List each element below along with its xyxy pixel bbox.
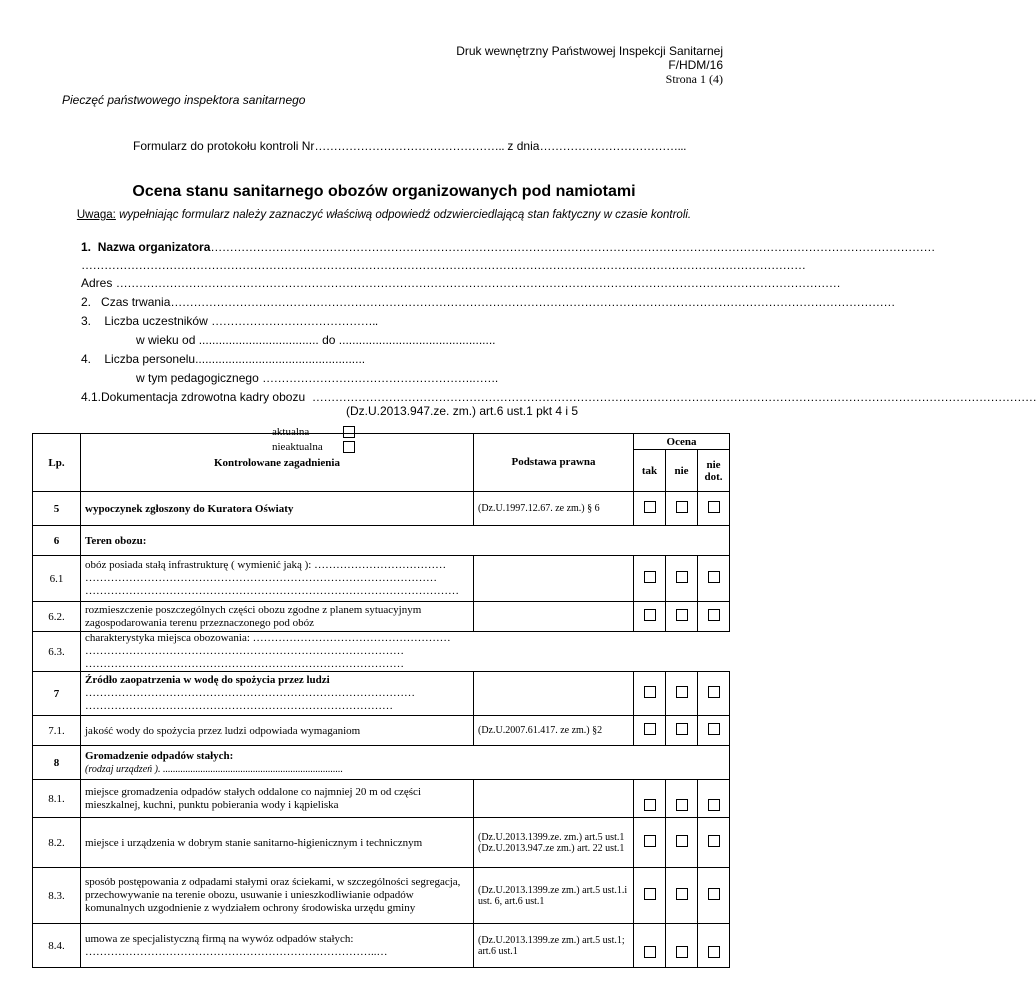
age-from-field[interactable]: ....................................: [198, 333, 319, 347]
nie-checkbox[interactable]: [676, 835, 688, 847]
nie-dot-checkbox[interactable]: [708, 609, 720, 621]
address-line: [81, 276, 841, 291]
table-row: [33, 602, 730, 632]
duration-line: [81, 295, 895, 310]
nie-dot-checkbox[interactable]: [708, 686, 720, 698]
note-text: wypełniając formularz należy zaznaczyć właściwą odpowiedź odzwierciedlającą stan faktyczny w czasie kontroli.: [115, 209, 692, 221]
row-title: Gromadzenie odpadów stałych:: [85, 749, 234, 762]
section-title: Teren obozu:: [81, 526, 730, 556]
row-law: (Dz.U.2013.1399.ze. zm.) art.5 ust.1 (Dz.U.2013.947.ze zm.) art. 22 ust.1: [474, 818, 634, 868]
row-topic: wypoczynek zgłoszony do Kuratora Oświaty: [81, 492, 474, 526]
row-topic: [81, 672, 474, 716]
address-label: Adres: [81, 276, 113, 290]
health-docs-law: (Dz.U.2013.947.ze. zm.) art.6 ust.1 pkt 4 i 5: [346, 404, 579, 418]
organizer-line: [81, 240, 935, 255]
row-law: (Dz.U.1997.12.67. ze zm.) § 6: [474, 492, 634, 526]
table-row: [33, 868, 730, 924]
nie-dot-checkbox[interactable]: [708, 888, 720, 900]
nie-checkbox[interactable]: [676, 946, 688, 958]
nie-dot-checkbox[interactable]: [708, 501, 720, 513]
table-row: [33, 716, 730, 746]
row-lp: 6.1: [33, 556, 81, 602]
row-fill: ……………………………………………………………………………… …………………………………………………………………………: [85, 687, 415, 712]
health-docs-field[interactable]: ………………………………………………………………………………………………………………………………………………………………………: [311, 390, 1036, 404]
duration-field[interactable]: ………………………………………………………………………………………………………………………………………………………………………: [170, 295, 895, 309]
row-topic: rozmieszczenie poszczególnych części obozu zgodne z planem sytuacyjnym zagospodarowania terenu przeznaczonego pod obóz: [81, 602, 474, 632]
table-row: [33, 556, 730, 602]
organizer-number: 1.: [81, 240, 92, 254]
health-docs-line: [81, 390, 1036, 405]
header-nie-dot: nie dot.: [698, 450, 730, 492]
table-row: [33, 818, 730, 868]
table-row: [33, 746, 730, 780]
table-row: [33, 632, 730, 672]
row-title: Źródło zaopatrzenia w wodę do spożycia przez ludzi: [85, 674, 330, 686]
row-law: (Dz.U.2013.1399.ze zm.) art.5 ust.1.i ust. 6, art.6 ust.1: [474, 868, 634, 924]
header-topic: Kontrolowane zagadnienia: [81, 434, 474, 492]
header-ocena: Ocena: [634, 434, 730, 450]
staff-number: 4.: [81, 352, 92, 366]
row-topic: charakterystyka miejsca obozowania: ……………………………………………… …………………………………………………………………………… ……………………………………………………………………………: [81, 632, 730, 672]
row-topic: [81, 746, 730, 780]
row-lp: 8.3.: [33, 868, 81, 924]
table-row: [33, 526, 730, 556]
form-header: [456, 44, 723, 86]
pedagogical-field[interactable]: ……………………………………………….…….: [262, 371, 498, 385]
row-lp: 6.3.: [33, 632, 81, 672]
table-row: [33, 492, 730, 526]
inspection-table: [32, 433, 730, 968]
nie-dot-checkbox[interactable]: [708, 723, 720, 735]
tak-checkbox[interactable]: [644, 571, 656, 583]
nie-dot-checkbox[interactable]: [708, 946, 720, 958]
row-topic: umowa ze specjalistyczną firmą na wywóz odpadów stałych: ……………………………………………………………………..…: [81, 924, 474, 968]
pedagogical-line: [136, 371, 498, 386]
header-form-code: F/HDM/16: [668, 58, 723, 72]
tak-checkbox[interactable]: [644, 799, 656, 811]
nie-dot-checkbox[interactable]: [708, 835, 720, 847]
address-field[interactable]: ………………………………………………………………………………………………………………………………………………………………………: [115, 276, 841, 290]
page-title: Ocena stanu sanitarnego obozów organizowanych pod namiotami: [132, 183, 636, 200]
stamp-label: Pieczęć państwowego inspektora sanitarnego: [62, 93, 306, 107]
row-topic: jakość wody do spożycia przez ludzi odpowiada wymaganiom: [81, 716, 474, 746]
row-topic: obóz posiada stałą infrastrukturę ( wymienić jaką ): ……………………………… …………………………………………………………………………………… …………………………………………………………………………………………: [81, 556, 474, 602]
instruction-note: [0, 209, 768, 221]
protocol-date-label: z dnia: [504, 139, 540, 153]
protocol-number-field[interactable]: …………………………………………..: [314, 139, 505, 153]
row-lp: 7: [33, 672, 81, 716]
row-law: (Dz.U.2013.1399.ze zm.) art.5 ust.1; art.6 ust.1: [474, 924, 634, 968]
tak-checkbox[interactable]: [644, 946, 656, 958]
nie-checkbox[interactable]: [676, 686, 688, 698]
row-topic: sposób postępowania z odpadami stałymi oraz ściekami, w szczególności segregacja, przechowywanie na terenie obozu, usuwanie i unieszkodliwianie odpadów komunalnych uzgodnienie z wydziałem ochrony środowiska urzędu gminy: [81, 868, 474, 924]
note-label: Uwaga:: [76, 209, 116, 221]
nieaktualna-label: nieaktualna: [272, 441, 323, 453]
protocol-date-field[interactable]: ………………………………...: [539, 139, 686, 153]
row-lp: 6.2.: [33, 602, 81, 632]
age-line: [136, 333, 496, 348]
row-law: [474, 602, 634, 632]
aktualna-label: aktualna: [272, 426, 310, 438]
header-institution: Druk wewnętrzny Państwowej Inspekcji Sanitarnej: [456, 44, 723, 58]
tak-checkbox[interactable]: [644, 888, 656, 900]
participants-field[interactable]: ……………………………………..: [211, 314, 378, 328]
nie-checkbox[interactable]: [676, 799, 688, 811]
nie-checkbox[interactable]: [676, 888, 688, 900]
row-law: [474, 672, 634, 716]
row-lp: 6: [33, 526, 81, 556]
tak-checkbox[interactable]: [644, 723, 656, 735]
tak-checkbox[interactable]: [644, 835, 656, 847]
row-lp: 8: [33, 746, 81, 780]
nie-dot-checkbox[interactable]: [708, 571, 720, 583]
health-docs-label: 4.1.Dokumentacja zdrowotna kadry obozu: [81, 390, 306, 404]
row-law: (Dz.U.2007.61.417. ze zm.) §2: [474, 716, 634, 746]
nie-checkbox[interactable]: [676, 501, 688, 513]
tak-checkbox[interactable]: [644, 609, 656, 621]
staff-label: Liczba personelu: [104, 352, 196, 366]
organizer-field-2[interactable]: ………………………………………………………………………………………………………………………………………………………………………: [81, 258, 806, 272]
age-to-field[interactable]: ...............................................: [338, 333, 496, 347]
header-lp: Lp.: [33, 434, 81, 492]
row-topic: miejsce gromadzenia odpadów stałych oddalone co najmniej 20 m od części mieszkalnej, kuchni, punktu pobierania wody i kąpieliska: [81, 780, 474, 818]
row-fill: (rodzaj urządzeń ). ........................................................................: [85, 763, 343, 775]
age-from-label: w wieku od: [136, 333, 196, 347]
organizer-label: Nazwa organizatora: [97, 240, 211, 254]
age-to-label: do: [322, 333, 336, 347]
participants-number: 3.: [81, 314, 92, 328]
row-lp: 8.4.: [33, 924, 81, 968]
header-tak: tak: [634, 450, 666, 492]
organizer-field[interactable]: ………………………………………………………………………………………………………………………………………………………………………: [210, 240, 935, 254]
nie-checkbox[interactable]: [676, 723, 688, 735]
participants-label: Liczba uczestników: [104, 314, 208, 328]
nie-dot-checkbox[interactable]: [708, 799, 720, 811]
organizer-continuation: [81, 258, 806, 273]
header-nie: nie: [666, 450, 698, 492]
row-lp: 8.1.: [33, 780, 81, 818]
nie-checkbox[interactable]: [676, 571, 688, 583]
tak-checkbox[interactable]: [644, 686, 656, 698]
duration-number: 2.: [81, 295, 92, 309]
header-law: Podstawa prawna: [474, 434, 634, 492]
table-row: [33, 672, 730, 716]
protocol-label: Formularz do protokołu kontroli Nr: [133, 139, 315, 153]
row-lp: 5: [33, 492, 81, 526]
pedagogical-label: w tym pedagogicznego: [136, 371, 259, 385]
nie-checkbox[interactable]: [676, 609, 688, 621]
table-row: [33, 780, 730, 818]
row-lp: 8.2.: [33, 818, 81, 868]
row-lp: 7.1.: [33, 716, 81, 746]
participants-line: [81, 314, 726, 329]
tak-checkbox[interactable]: [644, 501, 656, 513]
staff-line: [81, 352, 365, 367]
row-topic: miejsce i urządzenia w dobrym stanie sanitarno-higienicznym i technicznym: [81, 818, 474, 868]
staff-field[interactable]: ...................................................: [195, 352, 366, 366]
protocol-line: [133, 139, 686, 153]
row-law: [474, 556, 634, 602]
table-row: [33, 924, 730, 968]
duration-label: Czas trwania: [101, 295, 171, 309]
header-page-number: Strona 1 (4): [665, 72, 723, 86]
row-law: [474, 780, 634, 818]
